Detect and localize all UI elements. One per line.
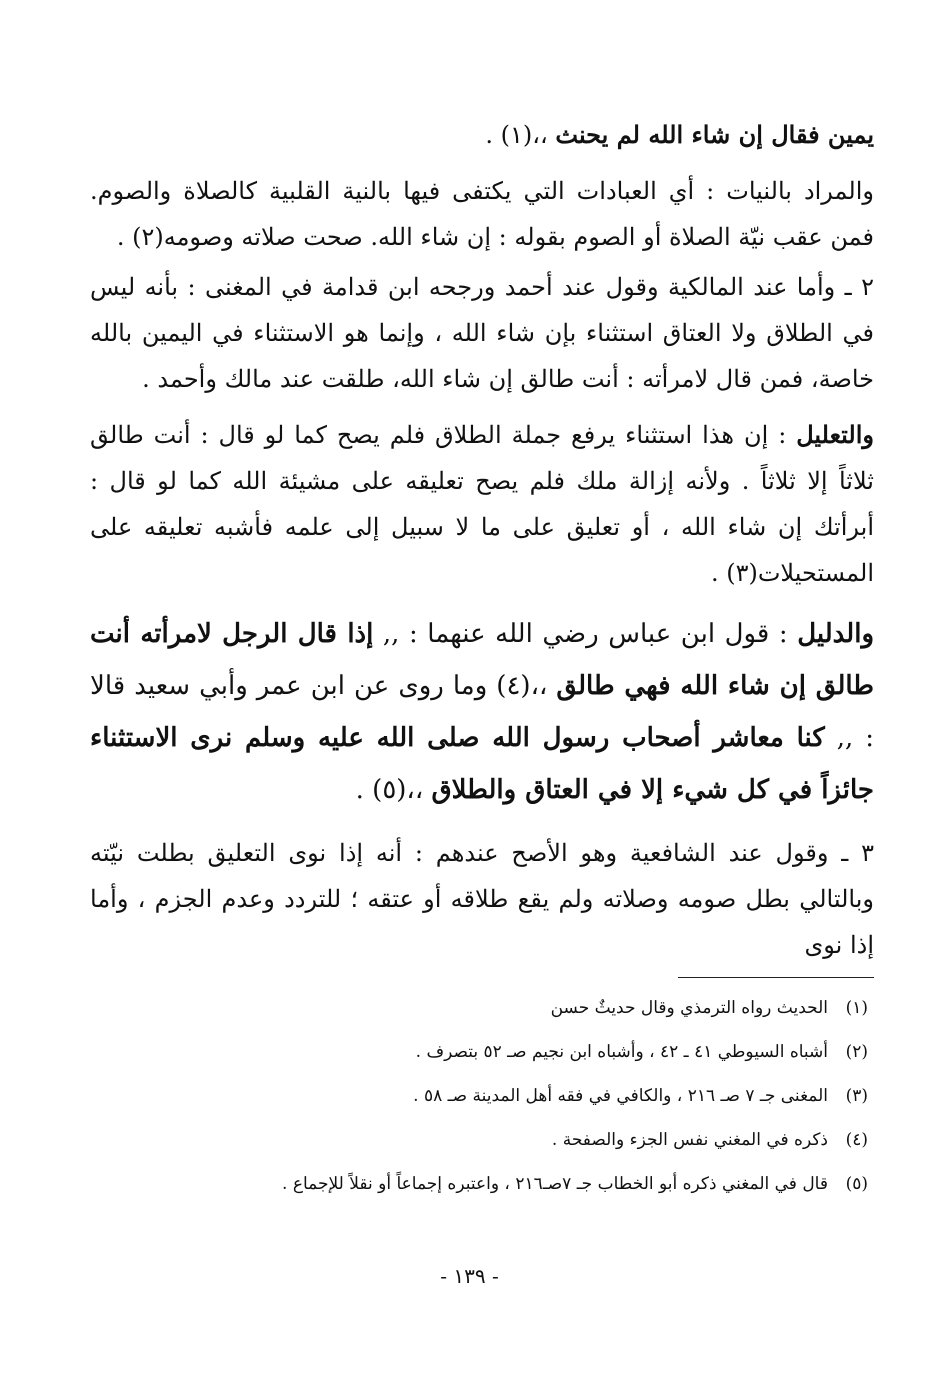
footnote-number: (٣) [845,1086,868,1106]
paragraph-3 [90,264,874,402]
footnote-4 [150,1130,868,1150]
text-run: ،،(٥) . [355,775,432,805]
footnote-text: ذكره في المغني نفس الجزء والصفحة . [551,1130,828,1150]
footnote-separator [678,977,874,978]
footnote-number: (٤) [845,1130,868,1150]
main-text [90,112,874,968]
page-number: - ١٣٩ - [440,1264,499,1288]
bold-text: والدليل [797,619,875,649]
footnote-2 [150,1042,868,1062]
text-run: : قول ابن عباس رضي الله عنهما : ,, [373,619,798,649]
bold-text: يمين فقال إن شاء الله لم يحنث [555,120,874,149]
bold-text: كنا معاشر أصحاب رسول الله صلى الله عليه وسلم نرى الاستثناء جائزاً في كل شيء إلا في العتاق والطلاق [90,723,874,805]
text-run: ،،(٤) وما روى عن ابن عمر وأبي سعيد قالا : ,, [90,671,874,753]
footnote-number: (٢) [845,1042,868,1062]
paragraph-2 [90,168,874,260]
text-run: : إن هذا استثناء يرفع جملة الطلاق فلم يصح كما لو قال : أنت طالق ثلاثاً إلا ثلاثاً . ولأنه إزالة ملك فلم يصح تعليقه على مشيئة الله كما لو قال : أبرأتك إن شاء الله ، أو تعليق على ما لا سبيل إلى علمه فأشبه تعليقه على المستحيلات(٣) . [90,421,874,587]
text-run: والمراد بالنيات : أي العبادات التي يكتفى فيها بالنية القلبية كالصلاة والصوم. فمن عقب نيّة الصلاة أو الصوم بقوله : إن شاء الله. صحت صلاته وصومه(٢) . [90,177,874,251]
paragraph-6 [90,830,874,968]
text-run: ٣ ـ وقول عند الشافعية وهو الأصح عندهم : أنه إذا نوى التعليق بطلت نيّته وبالتالي بطل صومه وصلاته ولم يقع طلاقه أو عتقه ؛ للتردد وعدم الجزم ، وأما إذا نوى [90,839,874,959]
text-run: ٢ ـ وأما عند المالكية وقول عند أحمد ورجحه ابن قدامة في المغنى : بأنه ليس في الطلاق ولا العتاق استثناء بإن شاء الله ، وإنما هو الاستثناء في اليمين بالله خاصة، فمن قال لامرأته : أنت طالق إن شاء الله، طلقت عند مالك وأحمد . [90,273,874,393]
footnote-text: قال في المغني ذكره أبو الخطاب جـ ٧صـ٢١٦ ، واعتبره إجماعاً أو نقلاً للإجماع . [282,1174,828,1194]
paragraph-1 [90,112,874,158]
bold-text: والتعليل [796,420,874,449]
footnote-text: المغنى جـ ٧ صـ ٢١٦ ، والكافي في فقه أهل المدينة صـ ٥٨ . [413,1086,828,1106]
footnote-1 [150,998,868,1018]
footnote-text: الحديث رواه الترمذي وقال حديثٌ حسن [550,998,828,1018]
footnote-text: أشباه السيوطي ٤١ ـ ٤٢ ، وأشباه ابن نجيم صـ ٥٢ بتصرف . [415,1042,828,1062]
text-run: ،،(١) . [485,121,556,149]
footnote-number: (٥) [845,1174,868,1194]
paragraph-5 [90,608,874,816]
footnotes [150,998,868,1218]
footnote-5 [150,1174,868,1194]
paragraph-4 [90,412,874,596]
footnote-number: (١) [845,998,868,1018]
footnote-3 [150,1086,868,1106]
bold-text: إذا قال الرجل لامرأته أنت طالق إن شاء الله فهي طالق [90,619,874,701]
